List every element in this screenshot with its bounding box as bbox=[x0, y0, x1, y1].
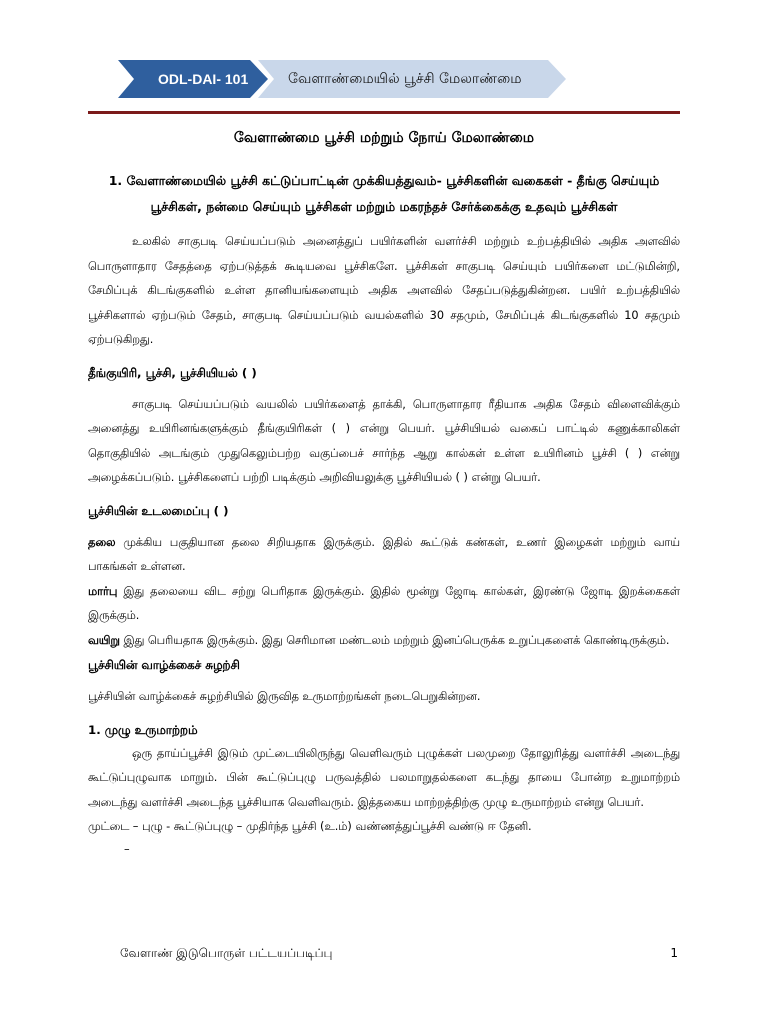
document-body bbox=[88, 130, 680, 860]
course-title: வேளாண்மையில் பூச்சி மேலாண்மை bbox=[288, 71, 522, 87]
document-title: வேளாண்மை பூச்சி மற்றும் நோய் மேலாண்மை bbox=[233, 130, 535, 146]
abdomen-paragraph bbox=[88, 629, 680, 654]
abdomen-text: இது பெரியதாக இருக்கும். இது செரிமான மண்டலம் மற்றும் இனப்பெருக்க உறுப்புகளைக் கொண்டிருக்கும். bbox=[119, 633, 670, 647]
stages-line: முட்டை – புழு - கூட்டுப்புழு – முதிர்ந்த பூச்சி (உ.ம்) வண்ணத்துப்பூச்சி வண்டு ஈ தேனி. bbox=[88, 820, 532, 833]
thorax-text: இது தலையை விட சற்று பெரிதாக இருக்கும். இதில் மூன்று ஜோடி கால்கள், இரண்டு ஜோடி இறக்கைகள் இருக்கும். bbox=[88, 584, 680, 622]
head-text: முக்கிய பகுதியான தலை சிறியதாக இருக்கும். இதில் கூட்டுக் கண்கள், உணர் இழைகள் மற்றும் வாய் பாகங்கள் உள்ளன. bbox=[88, 535, 680, 573]
page-header bbox=[0, 0, 768, 118]
intro-paragraph: உலகில் சாகுபடி செய்யப்படும் அனைத்துப் பயிர்களின் வளர்ச்சி மற்றும் உற்பத்தியில் அதிக அளவில் பொருளாதார சேதத்தை ஏற்படுத்தக் கூடியவை பூச்சிகளே. பூச்சிகள் சாகுபடி செய்யும் பயிர்களை மட்டுமின்றி, சேமிப்புக் கிடங்குகளில் உள்ள தானியங்களையும் அதிக அளவில் சேதப்படுத்துகின்றன. பயிர் உற்பத்தியில் பூச்சிகளால் ஏற்படும் சேதம், சாகுபடி செய்யப்படும் வயல்களில் 30 சதமும், சேமிப்புக் கிடங்குகளில் 10 சதமும் ஏற்படுகிறது. bbox=[88, 235, 680, 346]
pest-heading: தீங்குயிரி, பூச்சி, பூச்சியியல் ( ) bbox=[88, 365, 257, 380]
lifecycle-heading: பூச்சியின் வாழ்க்கைச் சுழற்சி bbox=[88, 658, 240, 672]
section-heading: 1. வேளாண்மையில் பூச்சி கட்டுப்பாட்டின் முக்கியத்துவம்- பூச்சிகளின் வகைகள் - தீங்கு செய்யும் பூச்சிகள், நன்மை செய்யும் பூச்சிகள் மற்றும் மகரந்தச் சேர்க்கைக்கு உதவும் பூச்சிகள் bbox=[108, 173, 660, 214]
page-number: 1 bbox=[670, 946, 678, 960]
complete-metamorphosis-paragraph: ஒரு தாய்ப்பூச்சி இடும் முட்டையிலிருந்து வெளிவரும் புழுக்கள் பலமுறை தோலுரித்து வளர்ச்சி அடைந்து கூட்டுப்புழுவாக மாறும். பின் கூட்டுப்புழு பருவத்தில் பலமாறுதல்களை கடந்து தாயை போன்ற உறுமாற்றம் அடைந்து வளர்ச்சி அடைந்த பூச்சியாக வெளிவரும். இத்தகைய மாற்றத்திற்கு முழு உருமாற்றம் என்று பெயர். bbox=[88, 746, 680, 809]
course-code: ODL-DAI- 101 bbox=[158, 71, 249, 87]
body-structure-heading: பூச்சியின் உடலமைப்பு ( ) bbox=[88, 503, 229, 518]
dash-line: – bbox=[124, 842, 130, 856]
header-rule bbox=[88, 111, 680, 114]
abdomen-term: வயிறு bbox=[88, 633, 120, 647]
footer-text: வேளாண் இடுபொருள் பட்டயப்படிப்பு bbox=[120, 946, 333, 960]
thorax-paragraph bbox=[88, 580, 680, 629]
lifecycle-paragraph: பூச்சியின் வாழ்க்கைச் சுழற்சியில் இருவித உருமாற்றங்கள் நடைபெறுகின்றன. bbox=[88, 690, 481, 703]
complete-metamorphosis-heading: 1. முழு உருமாற்றம் bbox=[88, 722, 198, 737]
thorax-term: மார்பு bbox=[88, 584, 118, 598]
head-paragraph bbox=[88, 531, 680, 580]
head-term: தலை bbox=[88, 535, 116, 549]
pest-paragraph: சாகுபடி செய்யப்படும் வயலில் பயிர்களைத் தாக்கி, பொருளாதார ரீதியாக அதிக சேதம் விளைவிக்கும் அனைத்து உயிரினங்களுக்கும் தீங்குயிரிகள் ( ) என்று பெயர். பூச்சியியல் வகைப் பாட்டில் கணுக்காலிகள் தொகுதியில் அடங்கும் முதுகெலும்பற்ற வகுப்பைச் சார்ந்த ஆறு கால்கள் உள்ள உயிரினம் பூச்சி ( ) என்று அழைக்கப்படும். பூச்சிகளைப் பற்றி படிக்கும் அறிவியலுக்கு பூச்சியியல் ( ) என்று பெயர். bbox=[88, 397, 680, 484]
